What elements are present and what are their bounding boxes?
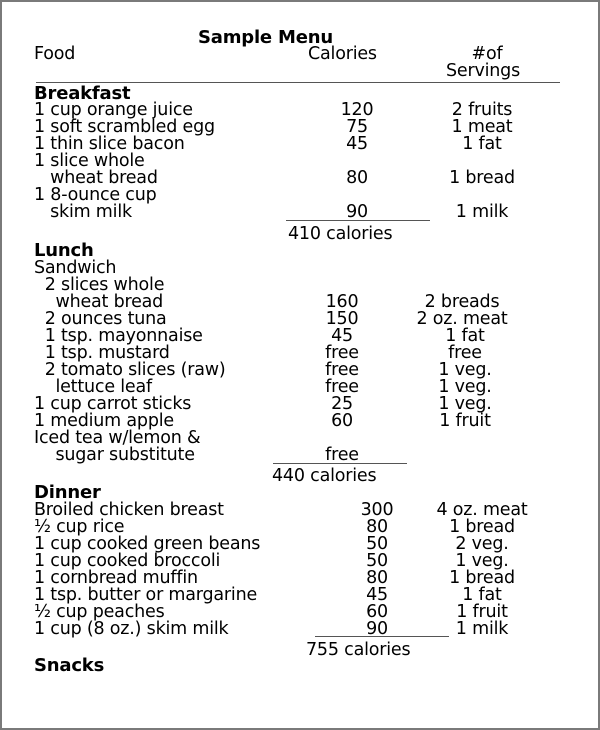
servings-cell: 1 fat <box>462 134 502 154</box>
food-cell: 1 slice whole <box>34 151 145 171</box>
calories-cell: 60 <box>331 411 353 431</box>
servings-cell: 1 fat <box>445 326 485 346</box>
servings-cell: 2 breads <box>424 292 500 312</box>
servings-cell: 1 bread <box>449 568 515 588</box>
food-cell: wheat bread <box>34 168 158 188</box>
calories-cell: 80 <box>346 168 368 188</box>
food-cell: 1 cup orange juice <box>34 100 193 120</box>
servings-cell: free <box>448 343 482 363</box>
calories-cell: 45 <box>331 326 353 346</box>
servings-cell: 2 oz. meat <box>416 309 508 329</box>
servings-cell: 2 fruits <box>451 100 513 120</box>
servings-cell: 1 veg. <box>438 377 492 397</box>
column-header-calories: Calories <box>308 44 377 64</box>
dinner-total-rule <box>315 636 449 637</box>
food-cell: 1 cup carrot sticks <box>34 394 192 414</box>
food-cell: 1 tsp. butter or margarine <box>34 585 258 605</box>
breakfast-total: 410 calories <box>288 224 393 244</box>
servings-cell: 2 veg. <box>455 534 509 554</box>
food-cell: ½ cup peaches <box>34 602 165 622</box>
page-title: Sample Menu <box>198 27 333 48</box>
calories-cell: 60 <box>366 602 388 622</box>
lunch-total: 440 calories <box>272 466 377 486</box>
servings-cell: 1 fat <box>462 585 502 605</box>
food-cell: Iced tea w/lemon & <box>34 428 201 448</box>
servings-cell: 1 fruit <box>456 602 508 622</box>
calories-cell: 90 <box>366 619 388 639</box>
servings-cell: 4 oz. meat <box>436 500 528 520</box>
servings-cell: 1 bread <box>449 168 515 188</box>
section-heading-lunch: Lunch <box>34 240 94 261</box>
section-heading-snacks: Snacks <box>34 655 105 676</box>
food-cell: 1 8-ounce cup <box>34 185 157 205</box>
calories-cell: free <box>325 445 359 465</box>
column-header-food: Food <box>34 44 76 64</box>
food-cell: 1 tsp. mustard <box>34 343 170 363</box>
food-cell: 1 soft scrambled egg <box>34 117 215 137</box>
food-cell: 1 cornbread muffin <box>34 568 198 588</box>
food-cell: 2 tomato slices (raw) <box>34 360 226 380</box>
food-cell: 1 thin slice bacon <box>34 134 185 154</box>
food-cell: lettuce leaf <box>34 377 152 397</box>
column-header-servings-line1: #of <box>471 44 503 64</box>
calories-cell: 80 <box>366 568 388 588</box>
calories-cell: 50 <box>366 551 388 571</box>
food-cell: skim milk <box>34 202 132 222</box>
food-cell: Broiled chicken breast <box>34 500 224 520</box>
food-cell: wheat bread <box>34 292 164 312</box>
servings-cell: 1 veg. <box>455 551 509 571</box>
food-cell: 2 ounces tuna <box>34 309 167 329</box>
servings-cell: 1 bread <box>449 517 515 537</box>
calories-cell: 80 <box>366 517 388 537</box>
section-heading-dinner: Dinner <box>34 482 101 503</box>
servings-cell: 1 milk <box>455 619 509 639</box>
food-cell: 1 cup cooked broccoli <box>34 551 221 571</box>
food-cell: 2 slices whole <box>34 275 165 295</box>
calories-cell: free <box>325 377 359 397</box>
lunch-total-rule <box>273 463 407 464</box>
food-cell: Sandwich <box>34 258 117 278</box>
calories-cell: 75 <box>346 117 368 137</box>
calories-cell: 45 <box>366 585 388 605</box>
servings-cell: 1 veg. <box>438 360 492 380</box>
column-header-servings-line2: Servings <box>445 61 520 81</box>
calories-cell: 300 <box>360 500 394 520</box>
servings-cell: 1 milk <box>455 202 509 222</box>
calories-cell: 150 <box>325 309 359 329</box>
servings-cell: 1 fruit <box>439 411 491 431</box>
dinner-total: 755 calories <box>306 640 411 660</box>
food-cell: ½ cup rice <box>34 517 125 537</box>
calories-cell: free <box>325 360 359 380</box>
food-cell: 1 tsp. mayonnaise <box>34 326 203 346</box>
calories-cell: 120 <box>340 100 374 120</box>
food-cell: 1 cup (8 oz.) skim milk <box>34 619 229 639</box>
calories-cell: free <box>325 343 359 363</box>
calories-cell: 45 <box>346 134 368 154</box>
food-cell: 1 medium apple <box>34 411 174 431</box>
servings-cell: 1 veg. <box>438 394 492 414</box>
food-cell: 1 cup cooked green beans <box>34 534 261 554</box>
calories-cell: 25 <box>331 394 353 414</box>
calories-cell: 160 <box>325 292 359 312</box>
calories-cell: 90 <box>346 202 368 222</box>
food-cell: sugar substitute <box>34 445 195 465</box>
calories-cell: 50 <box>366 534 388 554</box>
servings-cell: 1 meat <box>451 117 513 137</box>
breakfast-total-rule <box>286 220 430 221</box>
section-heading-breakfast: Breakfast <box>34 83 131 104</box>
